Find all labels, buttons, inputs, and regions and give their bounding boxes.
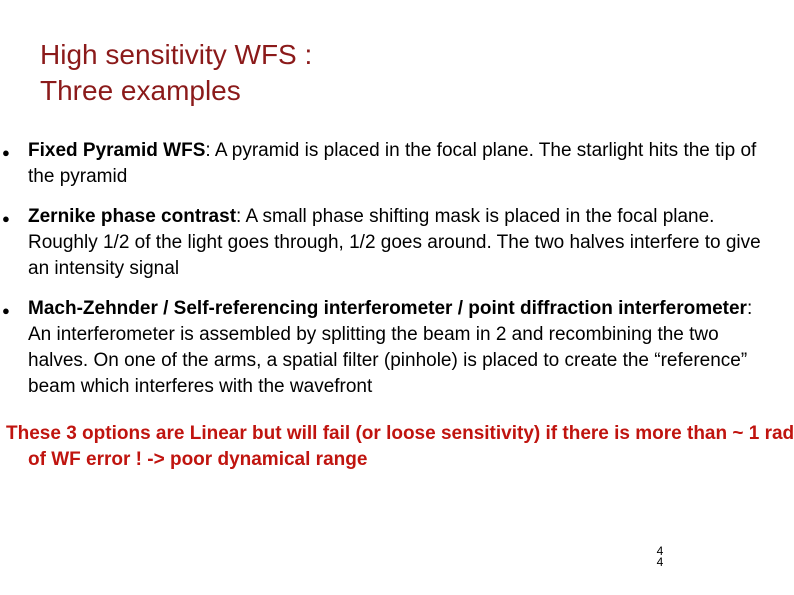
slide-title [40, 37, 312, 109]
bullet-dot-icon: ● [2, 145, 10, 160]
bullet-dot-icon: ● [2, 211, 10, 226]
bullet-term: Mach-Zehnder / Self-referencing interferometer / point diffraction interferometer [28, 298, 747, 319]
conclusion-text: These 3 options are Linear but will fail (or loose sensitivity) if there is more than ~ 1 rad of WF error ! -> poor dynamical range [6, 423, 794, 470]
bullet-text [28, 298, 752, 397]
page-number-bottom: 4 [656, 555, 664, 569]
slide-title-line-2: Three examples [40, 75, 241, 106]
bullet-description: : A small phase shifting mask is placed in the focal plane. Roughly 1/2 of the light goes through, 1/2 goes around. The two halves interfere to give an intensity signal [28, 206, 761, 279]
bullet-item-mach-zehnder [0, 296, 794, 400]
page-number-top: 4 [656, 544, 664, 558]
bullet-list [0, 138, 794, 414]
bullet-dot-icon: ● [2, 303, 10, 318]
page-number [655, 546, 665, 568]
bullet-description: : A pyramid is placed in the focal plane. The starlight hits the tip of the pyramid [28, 140, 757, 187]
bullet-text [28, 206, 761, 279]
bullet-description: : An interferometer is assembled by splitting the beam in 2 and recombining the two halves. On one of the arms, a spatial filter (pinhole) is placed to create the “reference” beam which interferes with the wavefront [28, 298, 753, 397]
bullet-text [28, 140, 756, 187]
slide-title-line-1: High sensitivity WFS : [40, 39, 313, 70]
bullet-item-zernike [0, 204, 794, 282]
bullet-term: Zernike phase contrast [28, 206, 237, 227]
bullet-item-pyramid [0, 138, 794, 190]
bullet-term: Fixed Pyramid WFS [28, 140, 206, 161]
